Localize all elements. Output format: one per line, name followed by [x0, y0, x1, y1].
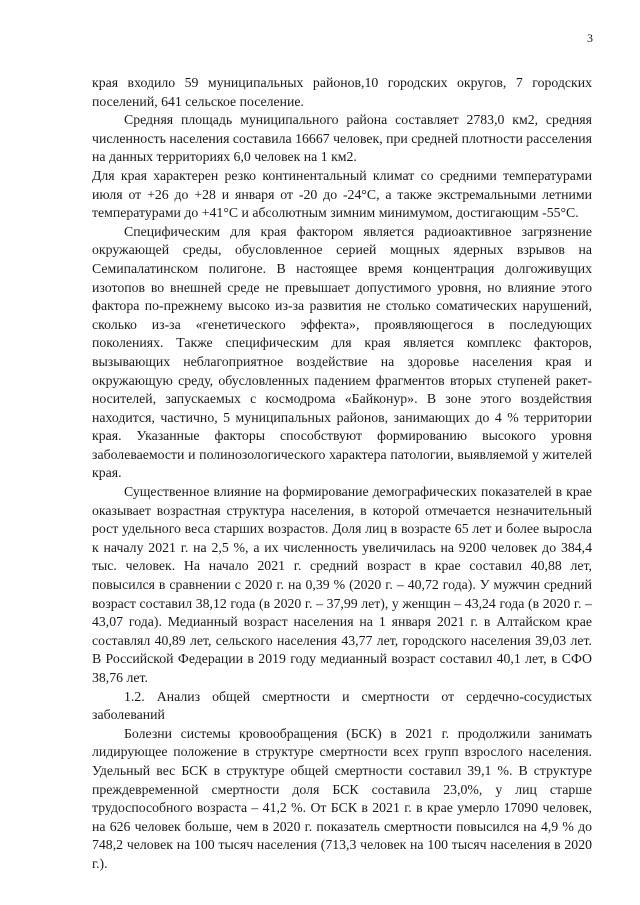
paragraph-cardiovascular-mortality: Болезни системы кровообращения (БСК) в 2021 г. продолжили занимать лидирующее положение в структуре смертности всех групп взрослого населения. Удельный вес БСК в структуре общей смертности составил 39,1 %. В структуре преждевременной смертности доля БСК составила 23,0%, у лиц старше трудоспособного возраста – 41,2 %. От БСК в 2021 г. в крае умерло 17090 человек, на 626 человек больше, чем в 2020 г. показатель смертности повысился на 4,9 % до 748,2 человек на 100 тысяч населения (713,3 человек на 100 тысяч населения в 2020 г.). [92, 725, 592, 871]
paragraph-radiation-factor: Специфическим для края фактором является радиоактивное загрязнение окружающей среды, обусловленное серией мощных ядерных взрывов на Семипалатинском полигоне. В настоящее время концентрация долгоживущих изотопов во внешней среде не превышает допустимого уровня, но влияние этого фактора по-прежнему высоко из-за развития не столько соматических нарушений, сколько из-за «генетического эффекта», проявляющегося в последующих поколениях. Также специфическим для края является комплекс факторов, вызывающих неблагоприятное воздействие на здоровье населения края и окружающую среду, обусловленных падением фрагментов вторых ступеней ракет-носителей, запускаемых с космодрома «Байконур». В зоне этого воздействия находится, частично, 5 муниципальных районов, занимающих до 4 % территории края. Указанные факторы способствуют формированию высокого уровня заболеваемости и полинозологического характера патологии, выявляемой у жителей края. [92, 223, 592, 481]
paragraph-municipal-structure: края входило 59 муниципальных районов,10 городских округов, 7 городских поселений, 641 сельское поселение. [92, 75, 592, 109]
section-heading: 1.2. Анализ общей смертности и смертности от сердечно-сосудистых заболеваний [92, 688, 592, 723]
paragraph-average-area: Средняя площадь муниципального района составляет 2783,0 км2, средняя численность населения составила 16667 человек, при средней плотности расселения на данных территориях 6,0 человек на 1 км2. [92, 112, 592, 165]
document-body [92, 74, 592, 874]
paragraph-age-structure: Существенное влияние на формирование демографических показателей в крае оказывает возрастная структура населения, в которой отмечается незначительный рост удельного веса старших возрастов. Доля лиц в возрасте 65 лет и более выросла к началу 2021 г. на 2,5 %, а их численность увеличилась на 9200 человек до 384,4 тыс. человек. На начало 2021 г. средний возраст в крае составил 40,88 лет, повысился в сравнении с 2020 г. на 0,39 % (2020 г. – 40,72 года). У мужчин средний возраст составил 38,12 года (в 2020 г. – 37,99 лет), у женщин – 43,24 года (в 2020 г. – 43,07 года). Медианный возраст населения на 1 января 2021 г. в Алтайском крае составлял 40,89 лет, сельского населения 43,77 лет, городского населения 39,03 лет. В Российской Федерации в 2019 году медианный возраст составил 40,1 лет, в СФО 38,76 лет. [92, 484, 592, 685]
paragraph-climate: Для края характерен резко континентальный климат со средними температурами июля от +26 до +28 и января от -20 до -24°С, а также экстремальными летними температурами до +41°С и абсолютным зимним минимумом, достигающим -55°С. [92, 167, 592, 221]
page-number: 3 [587, 31, 593, 45]
